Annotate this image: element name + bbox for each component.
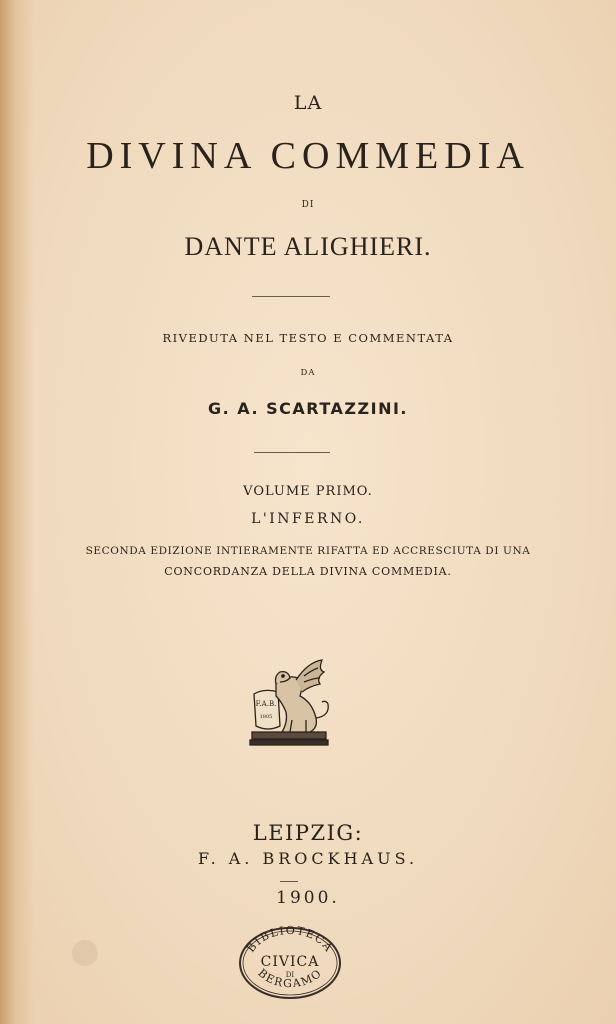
book-title: DIVINA COMMEDIA (86, 135, 530, 177)
emblem-shield-year: 1805 (259, 714, 273, 720)
svg-text:BIBLIOTECA (244, 924, 335, 955)
edition-line-2: CONCORDANZA DELLA DIVINA COMMEDIA. (164, 565, 452, 578)
title-di: DI (301, 200, 315, 210)
stamp-bottom-text: BERGAMO (255, 966, 325, 991)
library-stamp-icon (236, 924, 344, 1002)
subtitle: RIVEDUTA NEL TESTO E COMMENTATA (162, 331, 454, 345)
imprint-city: LEIPZIG: (252, 821, 364, 845)
edition-line-1: SECONDA EDIZIONE INTIERAMENTE RIFATTA ED ACCRESCIUTA DI UNA (85, 545, 531, 557)
stamp-middle-text: CIVICA (260, 954, 320, 970)
publisher-emblem-icon (246, 656, 338, 750)
editor-name: G. A. SCARTAZZINI. (208, 399, 408, 418)
volume-label: VOLUME PRIMO. (243, 484, 373, 499)
imprint-year: 1900. (276, 888, 340, 908)
paper-spot (72, 940, 98, 966)
divider-rule (280, 881, 298, 882)
stamp-top-text: BIBLIOTECA (244, 924, 336, 955)
stamp-di-text: DI (285, 971, 295, 979)
author-name: DANTE ALIGHIERI. (184, 232, 432, 261)
divider-rule (252, 296, 330, 297)
part-title: L'INFERNO. (251, 511, 365, 527)
emblem-shield-text: F.A.B. (255, 700, 277, 708)
title-da: DA (300, 368, 316, 378)
imprint-publisher: F. A. BROCKHAUS. (197, 849, 419, 868)
title-article: LA (293, 92, 323, 114)
divider-rule (254, 452, 330, 453)
